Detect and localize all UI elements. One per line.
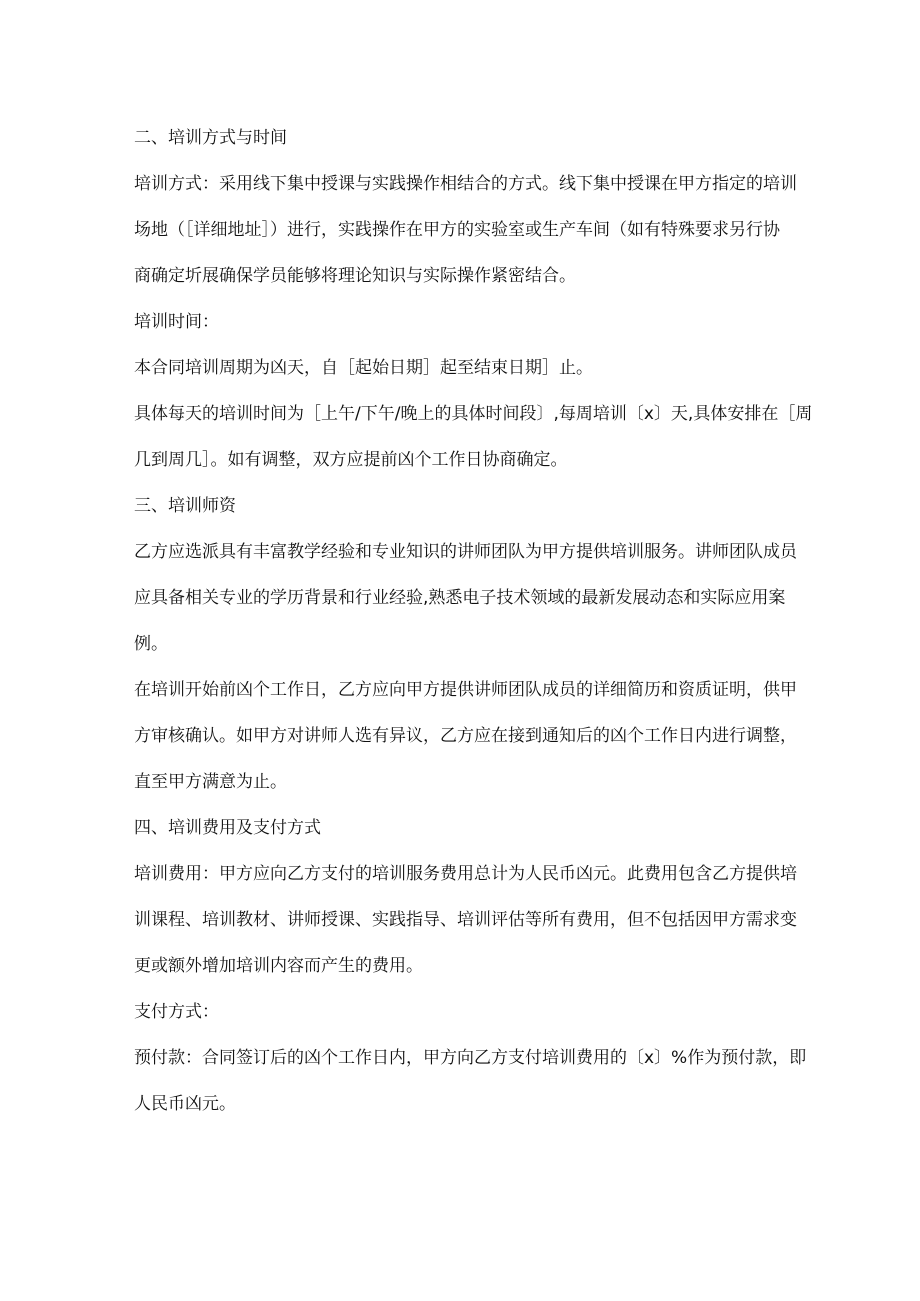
- paragraph-line: 预付款：合同签订后的凶个工作日内，甲方向乙方支付培训费用的〔x〕%作为预付款，即: [134, 1048, 807, 1068]
- section-heading: [134, 115, 794, 161]
- paragraph-line: 在培训开始前凶个工作日，乙方应向甲方提供讲师团队成员的详细简历和资质证明，供甲: [134, 680, 797, 700]
- paragraph-line: 乙方应选派具有丰富教学经验和专业知识的讲师团队为甲方提供培训服务。讲师团队成员: [134, 542, 797, 562]
- paragraph: [134, 299, 794, 345]
- section-heading: [134, 483, 794, 529]
- paragraph-line: 例。: [134, 634, 168, 654]
- paragraph-line: 训课程、培训教材、讲师授课、实践指导、培训评估等所有费用，但不包括因甲方需求变: [134, 910, 797, 930]
- paragraph: [134, 1035, 807, 1127]
- paragraph-line: 直至甲方满意为止。: [134, 772, 287, 792]
- paragraph-line: 培训费用：甲方应向乙方支付的培训服务费用总计为人民币凶元。此费用包含乙方提供培: [134, 864, 797, 884]
- paragraph-line: 应具备相关专业的学历背景和行业经验,熟悉电子技术领域的最新发展动态和实际应用案: [134, 588, 786, 608]
- paragraph: [134, 161, 797, 299]
- document-body: [134, 115, 813, 1127]
- paragraph-line: 几到周几］。如有调整，双方应提前凶个工作日协商确定。: [134, 450, 568, 470]
- paragraph-line: 商确定圻展确保学员能够将理论知识与实际操作紧密结合。: [134, 266, 576, 286]
- paragraph-line: 人民币凶元。: [134, 1094, 236, 1114]
- paragraph: [134, 345, 794, 391]
- section-heading: [134, 805, 794, 851]
- paragraph-line: 更或额外增加培训内容而产生的费用。: [134, 956, 423, 976]
- paragraph: [134, 391, 813, 483]
- paragraph: [134, 989, 794, 1035]
- paragraph-line: 培训方式：采用线下集中授课与实践操作相结合的方式。线下集中授课在甲方指定的培训: [134, 174, 797, 194]
- paragraph: [134, 667, 797, 805]
- paragraph-line: 方审核确认。如甲方对讲师人选有异议，乙方应在接到通知后的凶个工作日内进行调整，: [134, 726, 797, 746]
- heading-text: 三、培训师资: [134, 496, 236, 516]
- paragraph-line: 培训时间：: [134, 312, 219, 332]
- paragraph-line: 具体每天的培训时间为［上午/下午/晚上的具体时间段〕,每周培训〔x〕天,具体安排在［周: [134, 404, 813, 424]
- paragraph-line: 支付方式：: [134, 1002, 219, 1022]
- heading-text: 二、培训方式与时间: [134, 128, 287, 148]
- paragraph: [134, 851, 797, 989]
- heading-text: 四、培训费用及支付方式: [134, 818, 321, 838]
- paragraph-line: 场地（［详细地址］）进行，实践操作在甲方的实验室或生产车间（如有特殊要求另行协: [134, 220, 780, 240]
- paragraph: [134, 529, 797, 667]
- paragraph-line: 本合同培训周期为凶天，自［起始日期］起至结束日期］止。: [134, 358, 593, 378]
